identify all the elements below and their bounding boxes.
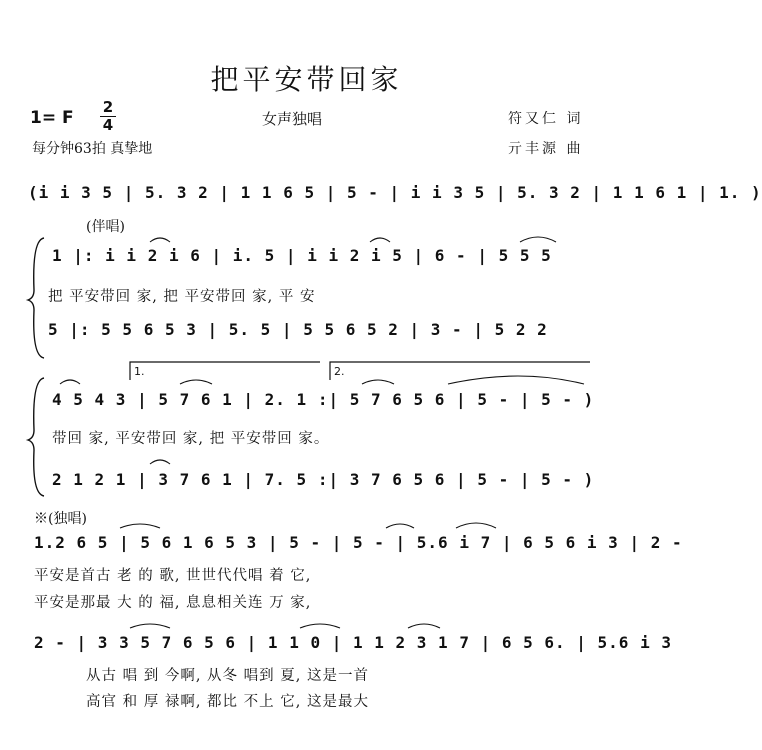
- verse-d-lyrics-1: 从古 唱 到 今啊, 从冬 唱到 夏, 这是一首: [86, 668, 369, 684]
- first-ending-bracket: [130, 362, 320, 380]
- key-signature: 1= F: [30, 108, 74, 128]
- verse-c-lyrics-1: 平安是首古 老 的 歌, 世世代代唱 着 它,: [34, 568, 312, 584]
- slur: [130, 624, 170, 628]
- time-signature-top: 2: [102, 98, 114, 116]
- verse-a-lower-notes: 5 |: 5 5 6 5 3 | 5. 5 | 5 5 6 5 2 | 3 - | 5 2 2: [48, 320, 548, 339]
- slur: [150, 460, 170, 464]
- first-ending-label: 1.: [134, 365, 145, 378]
- composer-credit: 亓丰源 曲: [508, 141, 584, 157]
- lyricist-credit: 符又仁 词: [508, 111, 584, 127]
- ending-brackets: [130, 362, 590, 380]
- slur: [362, 380, 394, 384]
- tempo-marking: 每分钟63拍 真挚地: [32, 141, 153, 157]
- verse-d-notes: 2 - | 3 3 5 7 6 5 6 | 1 1 0 | 1 1 2 3 1 7 | 6 5 6. | 5.6 i 3: [34, 633, 672, 652]
- system-braces: [28, 238, 44, 496]
- slur: [120, 524, 160, 528]
- slur: [520, 237, 556, 242]
- verse-a-lyrics: 把 平安带回 家, 把 平安带回 家, 平 安: [48, 289, 316, 305]
- slurs: [60, 237, 584, 628]
- verse-b-lower-notes: 2 1 2 1 | 3 7 6 1 | 7. 5 :| 3 7 6 5 6 | 5 - | 5 - ): [52, 470, 595, 489]
- brace-verse-a: [28, 238, 44, 358]
- song-title: 把平安带回家: [210, 63, 403, 96]
- accompany-label: (伴唱): [86, 219, 125, 235]
- slur: [386, 524, 414, 528]
- verse-c-lyrics-2: 平安是那最 大 的 福, 息息相关连 万 家,: [34, 595, 312, 611]
- tie: [448, 376, 584, 384]
- verse-b-upper-notes: 4 5 4 3 | 5 7 6 1 | 2. 1 :| 5 7 6 5 6 | 5 - | 5 - ): [52, 390, 595, 409]
- performance-type: 女声独唱: [262, 110, 323, 128]
- slur: [180, 380, 212, 384]
- brace-verse-b: [28, 378, 44, 496]
- slur: [370, 238, 390, 242]
- verse-a-upper-notes: 1 |: i i 2 i 6 | i. 5 | i i 2 i 5 | 6 - | 5 5 5: [52, 246, 552, 265]
- slur: [408, 624, 440, 628]
- slur: [456, 523, 496, 528]
- second-ending-label: 2.: [334, 365, 345, 378]
- time-signature-bottom: 4: [102, 116, 114, 134]
- verse-d-lyrics-2: 高官 和 厚 禄啊, 都比 不上 它, 这是最大: [86, 694, 369, 710]
- slur: [300, 624, 340, 628]
- verse-b-lyrics: 带回 家, 平安带回 家, 把 平安带回 家。: [52, 431, 330, 447]
- intro-notes: (i i 3 5 | 5. 3 2 | 1 1 6 5 | 5 - | i i 3 5 | 5. 3 2 | 1 1 6 1 | 1. ): [28, 183, 762, 202]
- verse-c-notes: 1.2 6 5 | 5 6 1 6 5 3 | 5 - | 5 - | 5.6 i 7 | 6 5 6 i 3 | 2 -: [34, 533, 683, 552]
- slur: [60, 380, 80, 384]
- slur: [150, 238, 170, 242]
- solo-label: ※(独唱): [34, 511, 87, 527]
- second-ending-bracket: [330, 362, 590, 380]
